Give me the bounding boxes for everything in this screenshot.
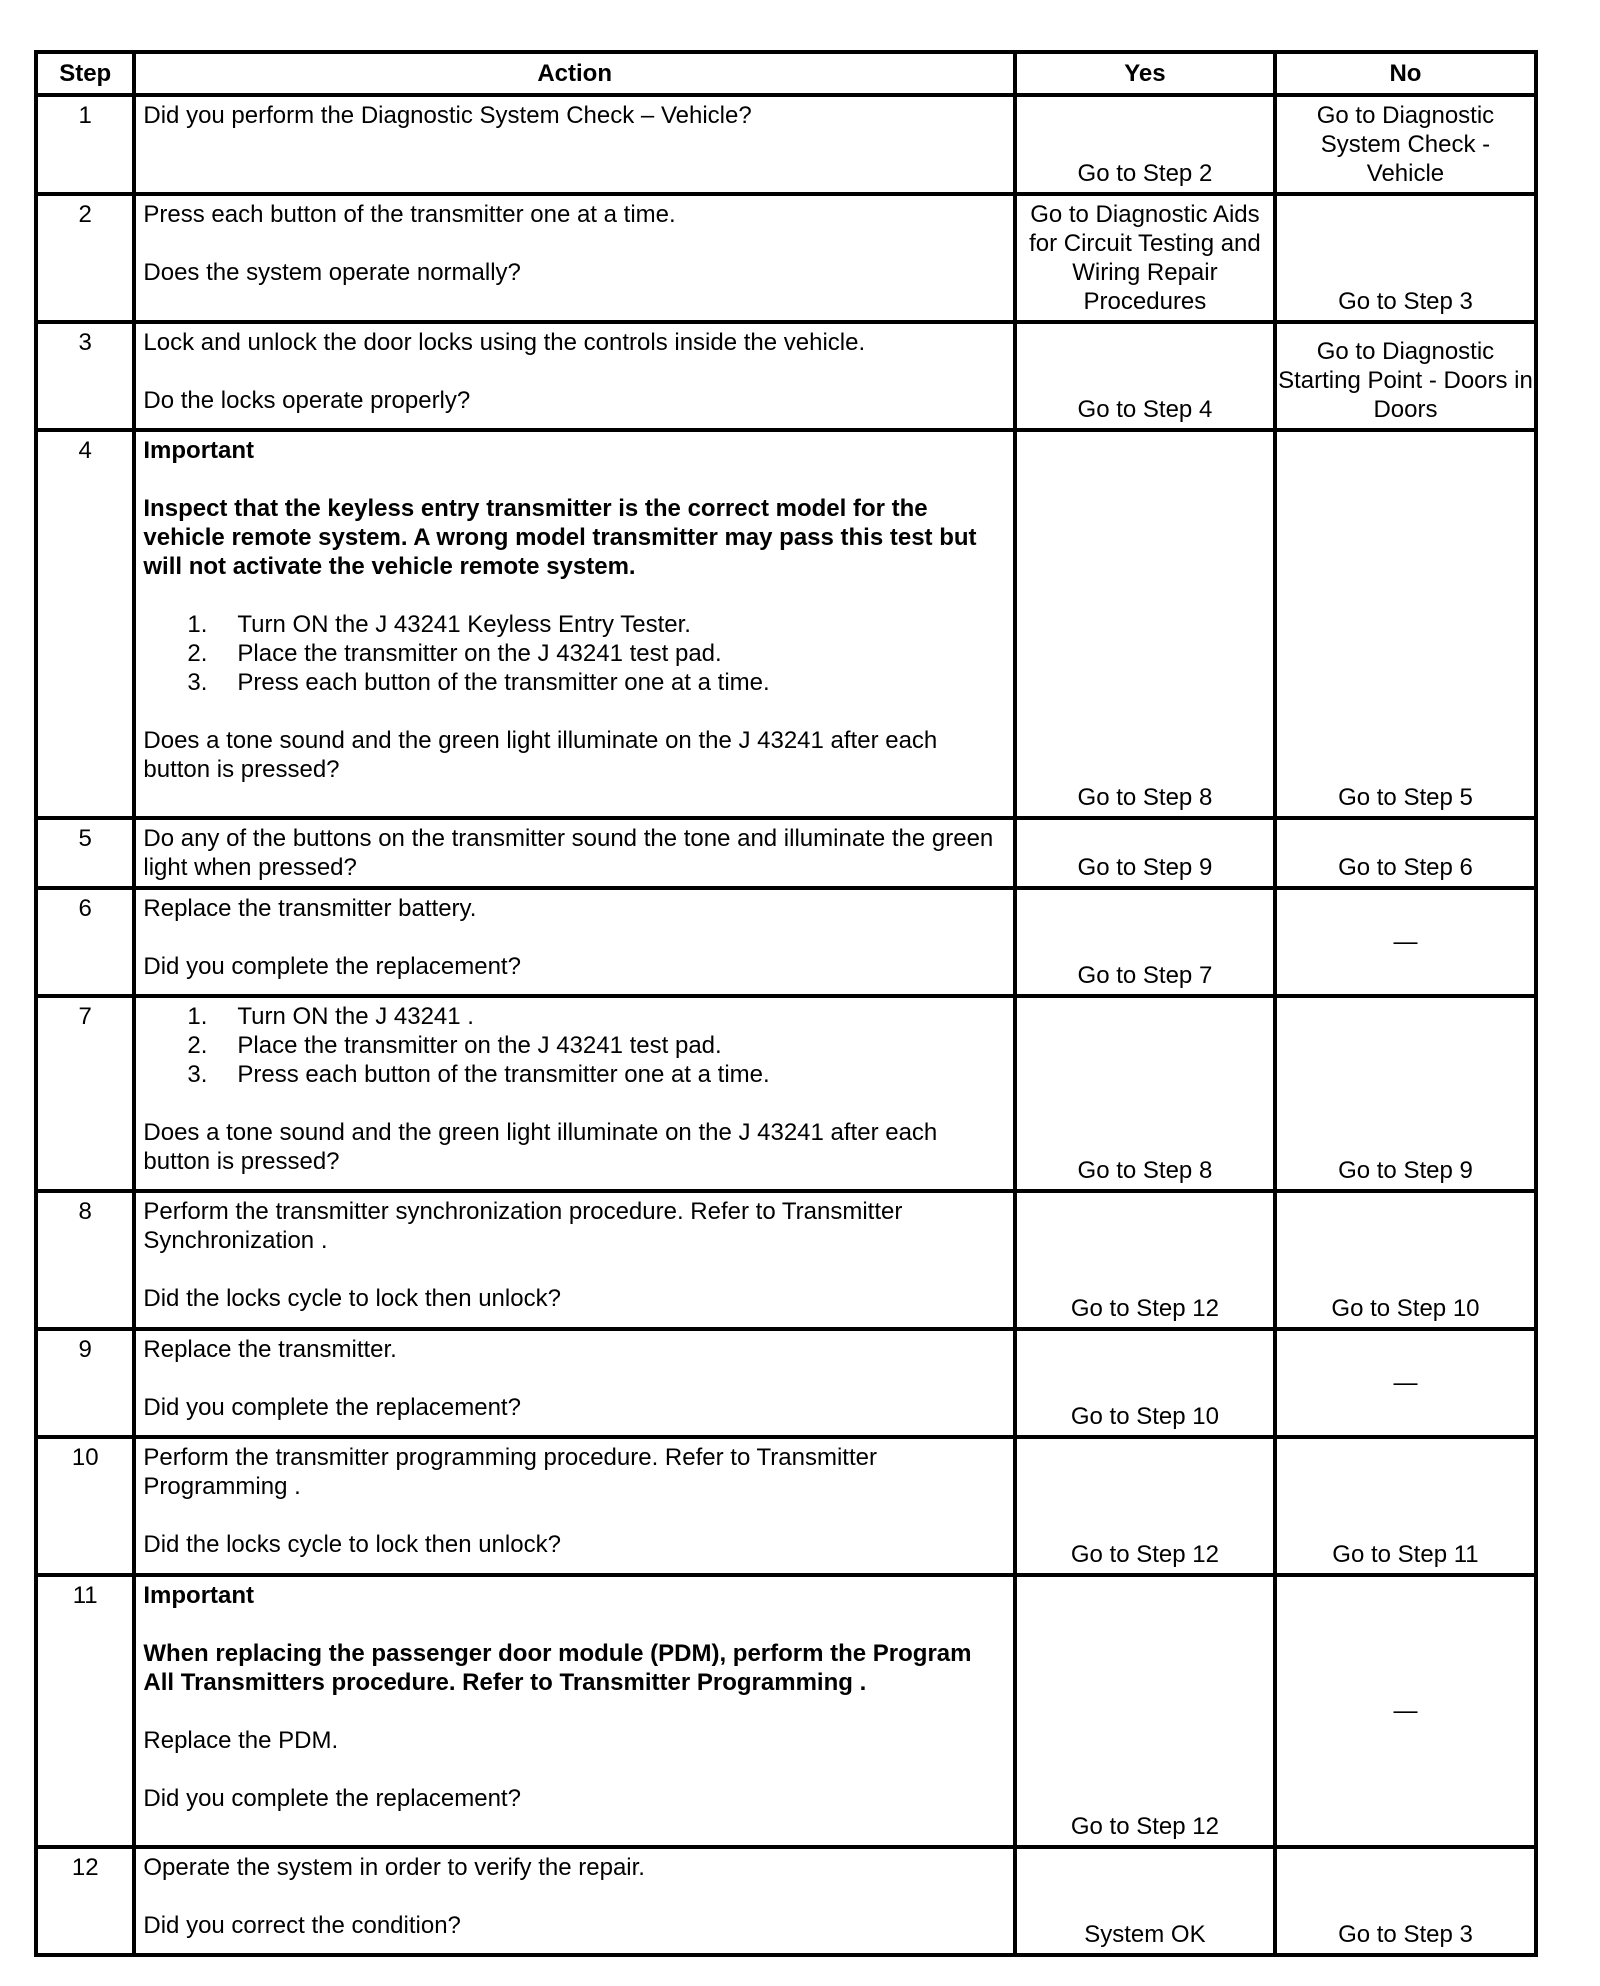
procedure-list [143, 1002, 1006, 1089]
list-item: 3. Press each button of the transmitter one at a time. [187, 1061, 770, 1088]
no-result: Go to Step 6 [1338, 854, 1473, 881]
procedure-list [143, 610, 1006, 697]
yes-cell [1015, 322, 1275, 430]
yes-cell [1015, 888, 1275, 996]
no-result: Go to Step 3 [1338, 1921, 1473, 1948]
important-note: Inspect that the keyless entry transmitter is the correct model for the vehicle remote system. A wrong model transmitter may pass this test but will not activate the vehicle remote system. [143, 495, 977, 580]
action-cell [134, 888, 1015, 996]
no-cell [1275, 322, 1536, 430]
no-result: Go to Step 11 [1332, 1541, 1479, 1568]
action-text: Perform the transmitter synchronization procedure. Refer to Transmitter Synchronization . [143, 1198, 903, 1254]
action-cell [134, 322, 1015, 430]
table-row [36, 194, 1536, 322]
yes-cell [1015, 1847, 1275, 1955]
no-cell [1275, 1437, 1536, 1575]
yes-result: Go to Step 2 [1077, 160, 1213, 187]
no-result: Go to Step 10 [1331, 1295, 1480, 1322]
table-row [36, 1191, 1536, 1329]
no-cell [1275, 888, 1536, 996]
important-note: When replacing the passenger door module (PDM), perform the Program All Transmitters procedure. Refer to Transmitter Programming . [143, 1640, 972, 1696]
action-cell [134, 818, 1015, 888]
diagnostic-table [34, 50, 1538, 1957]
action-text: Lock and unlock the door locks using the controls inside the vehicle. [143, 329, 866, 356]
yes-cell [1015, 194, 1275, 322]
action-text: Press each button of the transmitter one at a time. [143, 201, 676, 228]
yes-result: Go to Step 4 [1077, 396, 1213, 423]
step-number: 4 [36, 430, 134, 818]
table-row [36, 818, 1536, 888]
yes-cell [1015, 1191, 1275, 1329]
no-result: — [1393, 928, 1418, 956]
no-result: Go to Step 5 [1338, 784, 1473, 811]
yes-cell [1015, 1329, 1275, 1437]
table-row [36, 1575, 1536, 1847]
yes-result: Go to Diagnostic Aids for Circuit Testing and Wiring Repair Procedures [1029, 201, 1261, 315]
step-number: 11 [36, 1575, 134, 1847]
step-number: 12 [36, 1847, 134, 1955]
list-item: 2. Place the transmitter on the J 43241 test pad. [187, 1032, 722, 1059]
action-question: Did you correct the condition? [143, 1912, 461, 1939]
action-text: Operate the system in order to verify the repair. [143, 1854, 645, 1881]
no-result: — [1393, 1697, 1418, 1725]
action-question: Does a tone sound and the green light illuminate on the J 43241 after each button is pressed? [143, 1119, 938, 1175]
action-question: Did the locks cycle to lock then unlock? [143, 1531, 561, 1558]
action-cell [134, 95, 1015, 194]
step-number: 7 [36, 996, 134, 1191]
no-cell [1275, 818, 1536, 888]
yes-cell [1015, 996, 1275, 1191]
header-yes: Yes [1015, 52, 1275, 95]
step-number: 1 [36, 95, 134, 194]
header-step: Step [36, 52, 134, 95]
table-row [36, 1847, 1536, 1955]
action-text: Replace the transmitter. [143, 1336, 397, 1363]
list-item: 1. Turn ON the J 43241 Keyless Entry Tester. [187, 611, 691, 638]
table-row [36, 1329, 1536, 1437]
no-cell [1275, 430, 1536, 818]
step-number: 9 [36, 1329, 134, 1437]
important-heading: Important [143, 437, 255, 464]
yes-cell [1015, 818, 1275, 888]
step-number: 10 [36, 1437, 134, 1575]
action-text: Replace the PDM. [143, 1727, 339, 1754]
table-row [36, 996, 1536, 1191]
table-row [36, 1437, 1536, 1575]
action-cell [134, 1575, 1015, 1847]
yes-cell [1015, 1437, 1275, 1575]
action-cell [134, 1847, 1015, 1955]
action-question: Did you complete the replacement? [143, 1394, 521, 1421]
step-number: 2 [36, 194, 134, 322]
no-cell [1275, 95, 1536, 194]
action-cell [134, 1329, 1015, 1437]
action-text: Perform the transmitter programming procedure. Refer to Transmitter Programming . [143, 1444, 877, 1500]
list-item: 3. Press each button of the transmitter one at a time. [187, 669, 770, 696]
yes-cell [1015, 430, 1275, 818]
yes-result: Go to Step 8 [1077, 784, 1213, 811]
header-action: Action [134, 52, 1015, 95]
action-cell [134, 1191, 1015, 1329]
action-cell [134, 1437, 1015, 1575]
table-row [36, 322, 1536, 430]
yes-result: Go to Step 9 [1077, 854, 1213, 881]
table-row [36, 430, 1536, 818]
yes-result: Go to Step 8 [1077, 1157, 1213, 1184]
no-result: Go to Diagnostic Starting Point - Doors in Doors [1278, 338, 1533, 423]
header-no: No [1275, 52, 1536, 95]
action-question: Did you complete the replacement? [143, 1785, 521, 1812]
step-number: 5 [36, 818, 134, 888]
important-heading: Important [143, 1582, 255, 1609]
no-cell [1275, 194, 1536, 322]
action-text: Do any of the buttons on the transmitter sound the tone and illuminate the green light when pressed? [143, 825, 994, 881]
no-cell [1275, 1847, 1536, 1955]
action-question: Did the locks cycle to lock then unlock? [143, 1285, 561, 1312]
no-result: Go to Step 9 [1338, 1157, 1473, 1184]
yes-result: Go to Step 12 [1070, 1813, 1219, 1840]
yes-result: Go to Step 7 [1077, 962, 1213, 989]
action-question: Did you complete the replacement? [143, 953, 521, 980]
action-question: Does a tone sound and the green light illuminate on the J 43241 after each button is pressed? [143, 727, 938, 783]
yes-result: Go to Step 12 [1070, 1295, 1219, 1322]
header-row [36, 52, 1536, 95]
no-cell [1275, 1575, 1536, 1847]
action-text: Replace the transmitter battery. [143, 895, 477, 922]
action-cell [134, 194, 1015, 322]
table-row [36, 888, 1536, 996]
no-cell [1275, 1191, 1536, 1329]
action-cell [134, 996, 1015, 1191]
step-number: 8 [36, 1191, 134, 1329]
list-item: 1. Turn ON the J 43241 . [187, 1003, 474, 1030]
action-text: Did you perform the Diagnostic System Check – Vehicle? [143, 102, 752, 129]
no-cell [1275, 996, 1536, 1191]
yes-result: System OK [1084, 1921, 1206, 1948]
yes-result: Go to Step 10 [1070, 1403, 1219, 1430]
action-question: Does the system operate normally? [143, 259, 521, 286]
yes-cell [1015, 1575, 1275, 1847]
no-result: Go to Step 3 [1338, 288, 1473, 315]
step-number: 3 [36, 322, 134, 430]
no-cell [1275, 1329, 1536, 1437]
yes-cell [1015, 95, 1275, 194]
yes-result: Go to Step 12 [1070, 1541, 1219, 1568]
list-item: 2. Place the transmitter on the J 43241 test pad. [187, 640, 722, 667]
no-result: — [1393, 1369, 1418, 1397]
action-question: Do the locks operate properly? [143, 387, 471, 414]
step-number: 6 [36, 888, 134, 996]
no-result: Go to Diagnostic System Check - Vehicle [1316, 102, 1495, 187]
action-cell [134, 430, 1015, 818]
table-row [36, 95, 1536, 194]
